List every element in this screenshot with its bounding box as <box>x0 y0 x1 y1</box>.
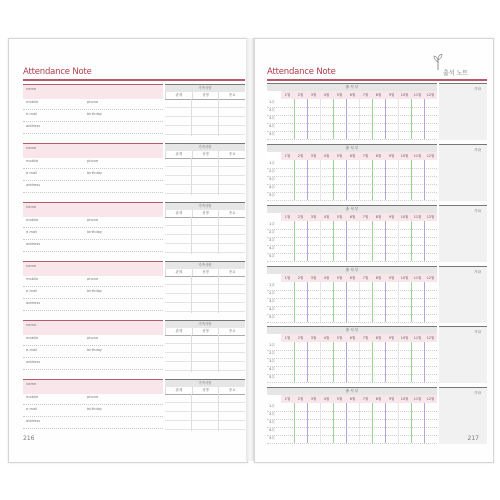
email-birthday-row[interactable] <box>23 110 163 122</box>
month-label: 12월 <box>426 215 435 219</box>
month-label: 7월 <box>362 215 369 219</box>
month-label: 9월 <box>388 397 395 401</box>
month-label: 8월 <box>375 397 382 401</box>
korean-title: 출석 노트 <box>443 70 469 77</box>
month-header-row <box>267 91 437 99</box>
family-col-name: 성명 <box>192 269 219 276</box>
mobile-phone-row[interactable] <box>23 393 163 405</box>
month-label: 3월 <box>310 215 317 219</box>
month-label: 5월 <box>336 215 343 219</box>
month-label: 11월 <box>413 154 422 158</box>
attendance-block <box>267 326 487 382</box>
title-rule-left <box>23 79 245 81</box>
week-label: 1주 <box>269 161 275 165</box>
email-birthday-row[interactable] <box>23 405 163 417</box>
month-label: 3월 <box>310 93 317 97</box>
note-box[interactable] <box>439 83 487 140</box>
week-label: 3주 <box>269 116 275 120</box>
month-label: 6월 <box>349 154 356 158</box>
week-label: 3주 <box>269 359 275 363</box>
phone-label: phone <box>87 395 99 399</box>
month-label: 1월 <box>284 93 291 97</box>
mobile-label: mobile <box>26 395 39 399</box>
attendance-header: 출 석 부 <box>267 83 437 91</box>
week-label: 5주 <box>269 436 275 440</box>
note-box[interactable] <box>439 205 487 262</box>
month-label: 8월 <box>375 336 382 340</box>
birthday-label: birthday <box>87 112 103 116</box>
note-label: 기타 <box>474 270 481 274</box>
mobile-label: mobile <box>26 100 39 104</box>
phone-label: phone <box>87 159 99 163</box>
mobile-phone-row[interactable] <box>23 157 163 169</box>
month-label: 10월 <box>400 93 409 97</box>
family-table <box>165 320 245 372</box>
month-label: 10월 <box>400 336 409 340</box>
address-row[interactable] <box>23 122 163 134</box>
contact-block <box>23 379 245 431</box>
family-col-name: 성명 <box>192 151 219 158</box>
month-label: 2월 <box>297 215 304 219</box>
month-label: 5월 <box>336 93 343 97</box>
email-birthday-row[interactable] <box>23 169 163 181</box>
email-label: e-mail <box>26 230 38 234</box>
month-label: 11월 <box>413 276 422 280</box>
email-label: e-mail <box>26 407 38 411</box>
name-label: name <box>26 205 37 209</box>
note-box[interactable] <box>439 144 487 201</box>
week-label: 5주 <box>269 375 275 379</box>
month-label: 6월 <box>349 276 356 280</box>
week-label: 2주 <box>269 169 275 173</box>
month-label: 1월 <box>284 215 291 219</box>
email-label: e-mail <box>26 348 38 352</box>
phone-label: phone <box>87 336 99 340</box>
month-label: 5월 <box>336 154 343 158</box>
left-page <box>8 38 248 463</box>
month-label: 10월 <box>400 215 409 219</box>
week-label: 1주 <box>269 100 275 104</box>
note-label: 기타 <box>474 148 481 152</box>
month-label: 7월 <box>362 397 369 401</box>
month-label: 2월 <box>297 154 304 158</box>
email-label: e-mail <box>26 171 38 175</box>
month-label: 4월 <box>323 276 330 280</box>
attendance-block <box>267 266 487 322</box>
week-label: 2주 <box>269 412 275 416</box>
family-col-religion: 종교 <box>218 151 245 158</box>
week-label: 2주 <box>269 108 275 112</box>
month-label: 8월 <box>375 154 382 158</box>
month-label: 5월 <box>336 336 343 340</box>
family-header: 가족사항 <box>165 379 245 387</box>
week-label: 3주 <box>269 238 275 242</box>
address-row[interactable] <box>23 417 163 429</box>
phone-label: phone <box>87 218 99 222</box>
note-label: 기타 <box>474 209 481 213</box>
address-label: address <box>26 419 41 423</box>
birthday-label: birthday <box>87 348 103 352</box>
family-col-name: 성명 <box>192 387 219 394</box>
month-label: 12월 <box>426 336 435 340</box>
family-table <box>165 379 245 431</box>
email-birthday-row[interactable] <box>23 346 163 358</box>
month-label: 9월 <box>388 336 395 340</box>
month-label: 7월 <box>362 93 369 97</box>
month-label: 3월 <box>310 276 317 280</box>
address-label: address <box>26 301 41 305</box>
name-field[interactable] <box>23 202 163 217</box>
month-label: 2월 <box>297 397 304 401</box>
week-label: 2주 <box>269 230 275 234</box>
family-col-relation: 관계 <box>165 210 192 217</box>
attendance-header: 출 석 부 <box>267 205 437 213</box>
week-label: 4주 <box>269 428 275 432</box>
week-label: 4주 <box>269 124 275 128</box>
month-label: 5월 <box>336 276 343 280</box>
note-label: 기타 <box>474 87 481 91</box>
mobile-label: mobile <box>26 218 39 222</box>
month-label: 1월 <box>284 397 291 401</box>
family-header: 가족사항 <box>165 84 245 92</box>
sprout-icon <box>433 54 443 70</box>
phone-label: phone <box>87 277 99 281</box>
name-field[interactable] <box>23 143 163 158</box>
week-label: 4주 <box>269 367 275 371</box>
birthday-label: birthday <box>87 171 103 175</box>
name-label: name <box>26 146 37 150</box>
family-header: 가족사항 <box>165 320 245 328</box>
note-label: 기타 <box>474 391 481 395</box>
family-col-religion: 종교 <box>218 210 245 217</box>
month-header-row <box>267 395 437 403</box>
month-label: 6월 <box>349 93 356 97</box>
family-col-relation: 관계 <box>165 328 192 335</box>
family-col-religion: 종교 <box>218 269 245 276</box>
month-label: 1월 <box>284 336 291 340</box>
family-header: 가족사항 <box>165 202 245 210</box>
note-box[interactable] <box>439 326 487 383</box>
mobile-label: mobile <box>26 277 39 281</box>
month-label: 8월 <box>375 276 382 280</box>
attendance-grid[interactable] <box>281 99 437 139</box>
week-label: 3주 <box>269 177 275 181</box>
name-field[interactable] <box>23 320 163 335</box>
address-label: address <box>26 360 41 364</box>
family-col-name: 성명 <box>192 328 219 335</box>
birthday-label: birthday <box>87 407 103 411</box>
month-label: 8월 <box>375 215 382 219</box>
page-number-right: 217 <box>467 435 479 442</box>
mobile-phone-row[interactable] <box>23 216 163 228</box>
month-label: 11월 <box>413 93 422 97</box>
email-birthday-row[interactable] <box>23 228 163 240</box>
birthday-label: birthday <box>87 230 103 234</box>
week-label: 5주 <box>269 315 275 319</box>
month-label: 11월 <box>413 336 422 340</box>
attendance-grid[interactable] <box>281 221 437 261</box>
address-row[interactable] <box>23 299 163 311</box>
month-label: 5월 <box>336 397 343 401</box>
month-label: 9월 <box>388 215 395 219</box>
week-label: 5주 <box>269 254 275 258</box>
note-label: 기타 <box>474 330 481 334</box>
month-label: 12월 <box>426 276 435 280</box>
month-label: 9월 <box>388 154 395 158</box>
email-label: e-mail <box>26 289 38 293</box>
note-box[interactable] <box>439 266 487 323</box>
family-entry-area[interactable] <box>165 394 245 431</box>
family-col-religion: 종교 <box>218 92 245 99</box>
month-label: 4월 <box>323 336 330 340</box>
month-label: 1월 <box>284 154 291 158</box>
address-row[interactable] <box>23 358 163 370</box>
family-header: 가족사항 <box>165 261 245 269</box>
week-label: 1주 <box>269 343 275 347</box>
mobile-phone-row[interactable] <box>23 334 163 346</box>
attendance-block <box>267 387 487 443</box>
month-header-row <box>267 334 437 342</box>
month-label: 8월 <box>375 93 382 97</box>
month-label: 10월 <box>400 397 409 401</box>
family-col-relation: 관계 <box>165 269 192 276</box>
family-table <box>165 143 245 195</box>
family-table <box>165 84 245 136</box>
family-col-relation: 관계 <box>165 151 192 158</box>
month-label: 10월 <box>400 276 409 280</box>
week-label: 1주 <box>269 404 275 408</box>
name-field[interactable] <box>23 379 163 394</box>
contact-block <box>23 320 245 372</box>
attendance-block <box>267 144 487 200</box>
month-label: 9월 <box>388 93 395 97</box>
month-header-row <box>267 274 437 282</box>
month-label: 2월 <box>297 93 304 97</box>
week-label: 5주 <box>269 132 275 136</box>
month-label: 9월 <box>388 276 395 280</box>
month-label: 6월 <box>349 336 356 340</box>
attendance-header: 출 석 부 <box>267 387 437 395</box>
month-label: 7월 <box>362 154 369 158</box>
family-col-religion: 종교 <box>218 387 245 394</box>
attendance-header: 출 석 부 <box>267 144 437 152</box>
attendance-block <box>267 205 487 261</box>
month-label: 12월 <box>426 154 435 158</box>
family-entry-area[interactable] <box>165 99 245 136</box>
address-label: address <box>26 124 41 128</box>
attendance-header: 출 석 부 <box>267 266 437 274</box>
family-col-religion: 종교 <box>218 328 245 335</box>
page-title-right: Attendance Note <box>267 67 336 77</box>
month-label: 4월 <box>323 154 330 158</box>
month-label: 12월 <box>426 93 435 97</box>
month-label: 7월 <box>362 276 369 280</box>
family-entry-area[interactable] <box>165 276 245 313</box>
week-label: 2주 <box>269 351 275 355</box>
address-row[interactable] <box>23 181 163 193</box>
attendance-grid[interactable] <box>281 160 437 200</box>
mobile-label: mobile <box>26 159 39 163</box>
name-label: name <box>26 382 37 386</box>
family-table <box>165 202 245 254</box>
attendance-grid[interactable] <box>281 342 437 382</box>
page-number-left: 216 <box>23 435 35 442</box>
family-entry-area[interactable] <box>165 217 245 254</box>
family-col-name: 성명 <box>192 210 219 217</box>
name-field[interactable] <box>23 84 163 99</box>
week-label: 2주 <box>269 291 275 295</box>
family-col-relation: 관계 <box>165 387 192 394</box>
month-label: 4월 <box>323 93 330 97</box>
family-col-relation: 관계 <box>165 92 192 99</box>
week-label: 5주 <box>269 193 275 197</box>
month-header-row <box>267 213 437 221</box>
address-label: address <box>26 242 41 246</box>
family-col-name: 성명 <box>192 92 219 99</box>
month-label: 1월 <box>284 276 291 280</box>
week-label: 4주 <box>269 246 275 250</box>
mobile-phone-row[interactable] <box>23 275 163 287</box>
month-label: 11월 <box>413 215 422 219</box>
month-label: 3월 <box>310 336 317 340</box>
attendance-header: 출 석 부 <box>267 326 437 334</box>
family-header: 가족사항 <box>165 143 245 151</box>
note-box[interactable] <box>439 387 487 444</box>
month-header-row <box>267 152 437 160</box>
phone-label: phone <box>87 100 99 104</box>
family-entry-area[interactable] <box>165 335 245 372</box>
contact-block <box>23 84 245 136</box>
week-label: 3주 <box>269 420 275 424</box>
month-label: 2월 <box>297 336 304 340</box>
address-row[interactable] <box>23 240 163 252</box>
month-label: 10월 <box>400 154 409 158</box>
contact-block <box>23 261 245 313</box>
week-label: 3주 <box>269 299 275 303</box>
name-label: name <box>26 323 37 327</box>
book-gutter <box>246 38 254 461</box>
contact-block <box>23 143 245 195</box>
address-label: address <box>26 183 41 187</box>
month-label: 4월 <box>323 215 330 219</box>
name-label: name <box>26 87 37 91</box>
month-label: 6월 <box>349 215 356 219</box>
name-field[interactable] <box>23 261 163 276</box>
attendance-grid[interactable] <box>281 282 437 322</box>
week-label: 4주 <box>269 185 275 189</box>
month-label: 12월 <box>426 397 435 401</box>
month-label: 4월 <box>323 397 330 401</box>
week-label: 1주 <box>269 283 275 287</box>
month-label: 3월 <box>310 154 317 158</box>
title-rule-right <box>267 79 487 81</box>
month-label: 3월 <box>310 397 317 401</box>
email-birthday-row[interactable] <box>23 287 163 299</box>
family-table <box>165 261 245 313</box>
attendance-block <box>267 83 487 139</box>
week-label: 4주 <box>269 307 275 311</box>
mobile-phone-row[interactable] <box>23 98 163 110</box>
email-label: e-mail <box>26 112 38 116</box>
family-entry-area[interactable] <box>165 158 245 195</box>
name-label: name <box>26 264 37 268</box>
attendance-grid[interactable] <box>281 403 437 443</box>
right-page <box>254 38 494 463</box>
week-label: 1주 <box>269 222 275 226</box>
page-title-left: Attendance Note <box>23 67 92 77</box>
month-label: 7월 <box>362 336 369 340</box>
contact-block <box>23 202 245 254</box>
birthday-label: birthday <box>87 289 103 293</box>
mobile-label: mobile <box>26 336 39 340</box>
month-label: 6월 <box>349 397 356 401</box>
month-label: 2월 <box>297 276 304 280</box>
month-label: 11월 <box>413 397 422 401</box>
